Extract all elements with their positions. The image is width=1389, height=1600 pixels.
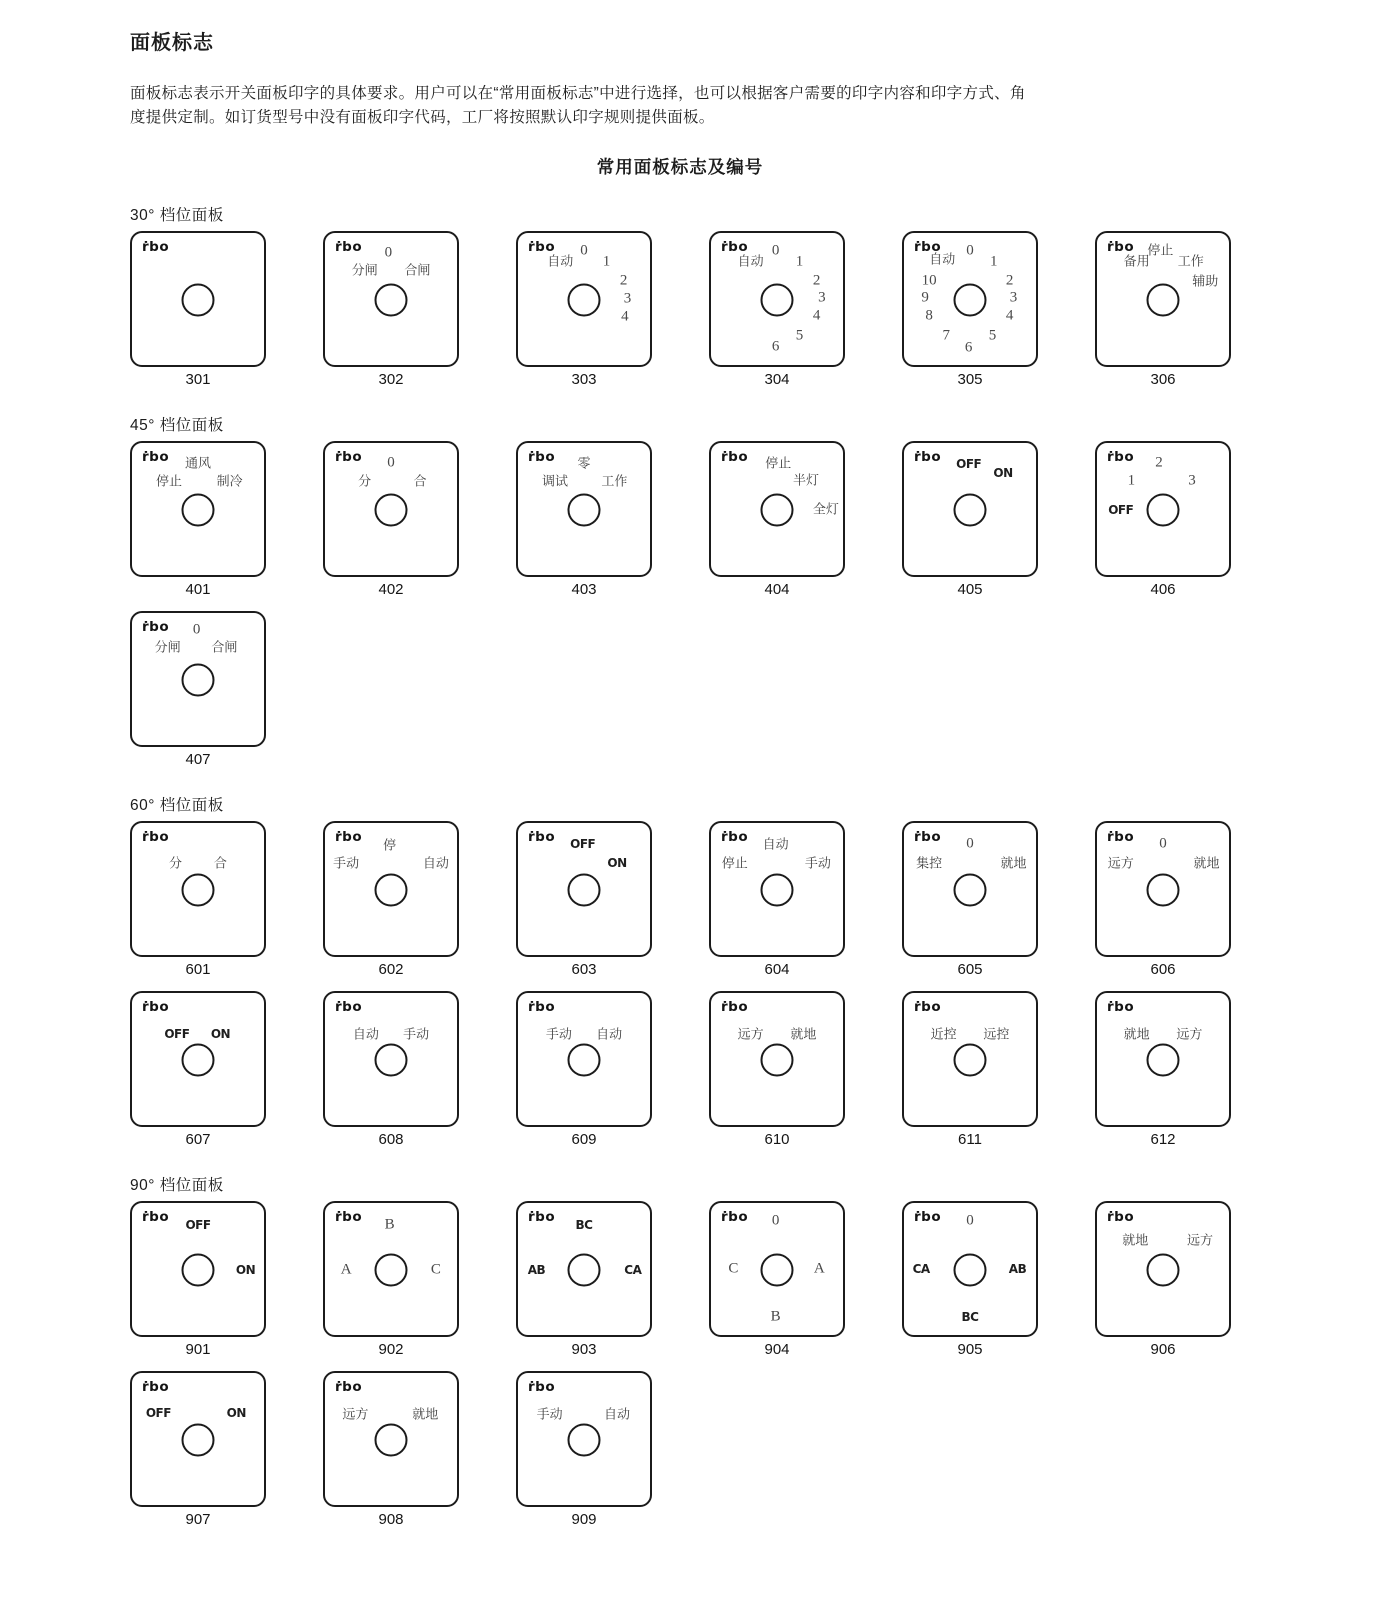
table-title: 常用面板标志及编号 bbox=[596, 157, 764, 177]
panel-position-label: 1 bbox=[795, 253, 804, 270]
panel-position-label: CA bbox=[912, 1262, 930, 1276]
knob-circle-icon bbox=[182, 494, 215, 527]
panel-position-label: 0 bbox=[966, 242, 974, 259]
panel-section bbox=[130, 1173, 1238, 1529]
panel-number: 902 bbox=[378, 1341, 404, 1358]
ribo-brand-logo: ṙbo bbox=[142, 239, 170, 255]
panel-card bbox=[1095, 991, 1231, 1127]
knob-circle-icon bbox=[375, 1254, 408, 1287]
panel-card bbox=[323, 1201, 459, 1337]
knob-circle-icon bbox=[954, 1254, 987, 1287]
panel-cell bbox=[902, 231, 1038, 389]
panel-number: 612 bbox=[1150, 1131, 1176, 1148]
panel-number: 402 bbox=[378, 581, 404, 598]
panel-position-label: 分 bbox=[358, 473, 372, 489]
panel-position-label: 就地 bbox=[1193, 855, 1220, 871]
panel-cell bbox=[709, 991, 845, 1149]
panel-cell bbox=[516, 231, 652, 389]
panel-position-label: AB bbox=[527, 1263, 546, 1278]
ribo-brand-logo: ṙbo bbox=[914, 1209, 942, 1225]
panel-cell bbox=[323, 1371, 459, 1529]
ribo-brand-logo: ṙbo bbox=[142, 449, 170, 465]
ribo-brand-logo: ṙbo bbox=[914, 999, 942, 1015]
panel-position-label: 4 bbox=[621, 308, 629, 325]
panel-number: 903 bbox=[571, 1341, 597, 1358]
knob-circle-icon bbox=[568, 494, 601, 527]
panel-position-label: ON bbox=[226, 1405, 246, 1420]
panel-position-label: 2 bbox=[619, 272, 628, 289]
panel-cell bbox=[323, 821, 459, 979]
panel-number: 608 bbox=[378, 1131, 404, 1148]
panel-card bbox=[709, 1201, 845, 1337]
panel-position-label: 分闸 bbox=[154, 639, 181, 655]
panel-position-label: 合闸 bbox=[404, 262, 431, 278]
panel-cell bbox=[902, 821, 1038, 979]
panel-position-label: 就地 bbox=[1122, 1232, 1149, 1248]
panel-position-label: 合闸 bbox=[211, 639, 238, 655]
panel-position-label: 6 bbox=[771, 338, 780, 355]
section-heading: 60° 档位面板 bbox=[130, 797, 224, 814]
panel-card bbox=[709, 991, 845, 1127]
knob-circle-icon bbox=[568, 874, 601, 907]
panel-position-label: 制冷 bbox=[216, 473, 243, 489]
panel-position-label: 辅助 bbox=[1192, 273, 1219, 289]
panel-number: 407 bbox=[185, 751, 211, 768]
panel-position-label: 3 bbox=[818, 289, 826, 306]
panel-position-label: BC bbox=[575, 1218, 593, 1233]
knob-circle-icon bbox=[375, 874, 408, 907]
panel-position-label: OFF bbox=[145, 1405, 171, 1420]
panel-position-label: 0 bbox=[1159, 835, 1167, 852]
panel-position-label: 就地 bbox=[1123, 1026, 1150, 1042]
ribo-brand-logo: ṙbo bbox=[721, 449, 749, 465]
panel-card bbox=[902, 1201, 1038, 1337]
panel-position-label: 手动 bbox=[545, 1026, 572, 1042]
panel-number: 904 bbox=[764, 1341, 790, 1358]
panel-card bbox=[516, 1201, 652, 1337]
panel-position-label: 分 bbox=[169, 855, 183, 871]
panel-position-label: 远方 bbox=[1186, 1232, 1213, 1248]
panel-card bbox=[323, 441, 459, 577]
knob-circle-icon bbox=[182, 1254, 215, 1287]
panel-position-label: B bbox=[384, 1216, 395, 1233]
panel-position-label: A bbox=[813, 1260, 825, 1277]
panel-number: 401 bbox=[185, 581, 211, 598]
knob-circle-icon bbox=[568, 1424, 601, 1457]
ribo-brand-logo: ṙbo bbox=[1107, 239, 1135, 255]
panel-position-label: 停止 bbox=[1147, 242, 1174, 258]
panel-position-label: 就地 bbox=[1000, 855, 1027, 871]
panel-position-label: 0 bbox=[387, 454, 395, 471]
panel-position-label: BC bbox=[961, 1309, 979, 1324]
panel-number: 302 bbox=[378, 371, 404, 388]
sections bbox=[130, 203, 1238, 1529]
panel-cell bbox=[323, 1201, 459, 1359]
panel-cell bbox=[130, 1201, 266, 1359]
panel-position-label: 2 bbox=[1155, 454, 1163, 471]
panel-card bbox=[902, 991, 1038, 1127]
panel-position-label: 全灯 bbox=[812, 501, 839, 517]
ribo-brand-logo: ṙbo bbox=[528, 1209, 556, 1225]
knob-circle-icon bbox=[375, 494, 408, 527]
panel-position-label: 备用 bbox=[1123, 253, 1150, 269]
panel-position-label: 就地 bbox=[790, 1026, 817, 1042]
panel-position-label: 1 bbox=[602, 253, 611, 270]
panel-cell bbox=[709, 441, 845, 599]
panel-cell bbox=[323, 441, 459, 599]
panel-card bbox=[516, 821, 652, 957]
panel-card bbox=[323, 821, 459, 957]
ribo-brand-logo: ṙbo bbox=[142, 999, 170, 1015]
knob-circle-icon bbox=[954, 1044, 987, 1077]
intro-line-2: 度提供定制。如订货型号中没有面板印字代码，工厂将按照默认印字规则提供面板。 bbox=[130, 109, 715, 126]
panel-position-label: A bbox=[340, 1261, 352, 1278]
panel-card bbox=[130, 821, 266, 957]
panel-number: 901 bbox=[185, 1341, 211, 1358]
panel-section bbox=[130, 413, 1238, 769]
panel-cell bbox=[709, 231, 845, 389]
panel-position-label: 自动 bbox=[422, 855, 449, 871]
panel-position-label: 自动 bbox=[762, 836, 789, 852]
panel-number: 306 bbox=[1150, 371, 1176, 388]
panel-cell bbox=[130, 231, 266, 389]
panel-card bbox=[902, 231, 1038, 367]
panel-card bbox=[902, 821, 1038, 957]
panel-section bbox=[130, 793, 1238, 1149]
panel-number: 403 bbox=[571, 581, 597, 598]
panel-position-label: 手动 bbox=[804, 855, 831, 871]
knob-circle-icon bbox=[1147, 1044, 1180, 1077]
knob-circle-icon bbox=[375, 284, 408, 317]
ribo-brand-logo: ṙbo bbox=[335, 1209, 363, 1225]
panel-position-label: ON bbox=[235, 1263, 256, 1278]
panel-number: 907 bbox=[185, 1511, 211, 1528]
panel-position-label: 远方 bbox=[1107, 855, 1134, 871]
panel-number: 607 bbox=[185, 1131, 211, 1148]
ribo-brand-logo: ṙbo bbox=[142, 829, 170, 845]
panel-position-label: CA bbox=[624, 1263, 642, 1278]
panel-position-label: OFF bbox=[570, 837, 596, 852]
panel-position-label: 分闸 bbox=[351, 262, 378, 278]
panel-number: 301 bbox=[185, 371, 211, 388]
page-title: 面板标志 bbox=[130, 32, 214, 54]
panel-position-label: ON bbox=[210, 1026, 231, 1041]
panel-number: 406 bbox=[1150, 581, 1176, 598]
panel-number: 905 bbox=[957, 1341, 983, 1358]
knob-circle-icon bbox=[182, 1424, 215, 1457]
panel-position-label: 停止 bbox=[765, 455, 792, 471]
panel-grid bbox=[130, 1201, 1238, 1529]
panel-number: 603 bbox=[571, 961, 597, 978]
panel-position-label: 远方 bbox=[342, 1406, 369, 1422]
panel-cell bbox=[902, 441, 1038, 599]
panel-position-label: 5 bbox=[795, 327, 804, 344]
panel-number: 404 bbox=[764, 581, 790, 598]
panel-cell bbox=[902, 1201, 1038, 1359]
panel-card bbox=[709, 441, 845, 577]
panel-card bbox=[130, 441, 266, 577]
panel-position-label: 手动 bbox=[333, 855, 360, 871]
knob-circle-icon bbox=[568, 1044, 601, 1077]
ribo-brand-logo: ṙbo bbox=[914, 449, 942, 465]
panel-position-label: 集控 bbox=[916, 855, 943, 871]
knob-circle-icon bbox=[375, 1424, 408, 1457]
panel-position-label: 10 bbox=[921, 272, 937, 289]
panel-cell bbox=[1095, 991, 1231, 1149]
panel-card bbox=[1095, 821, 1231, 957]
panel-position-label: 自动 bbox=[603, 1406, 631, 1422]
panel-position-label: 8 bbox=[925, 307, 933, 324]
panel-cell bbox=[1095, 1201, 1231, 1359]
panel-position-label: 通风 bbox=[184, 455, 212, 471]
panel-number: 303 bbox=[571, 371, 597, 388]
panel-position-label: 3 bbox=[1009, 289, 1018, 306]
panel-position-label: 0 bbox=[771, 1212, 780, 1229]
panel-position-label: 0 bbox=[192, 621, 201, 638]
ribo-brand-logo: ṙbo bbox=[721, 829, 749, 845]
knob-circle-icon bbox=[761, 494, 794, 527]
panel-number: 405 bbox=[957, 581, 983, 598]
knob-circle-icon bbox=[954, 874, 987, 907]
panel-card bbox=[1095, 441, 1231, 577]
panel-position-label: OFF bbox=[164, 1026, 190, 1041]
ribo-brand-logo: ṙbo bbox=[142, 619, 170, 635]
panel-card bbox=[709, 231, 845, 367]
knob-circle-icon bbox=[568, 1254, 601, 1287]
panel-position-label: 6 bbox=[964, 339, 973, 356]
panel-position-label: 自动 bbox=[737, 253, 764, 269]
panel-number: 610 bbox=[764, 1131, 790, 1148]
panel-number: 909 bbox=[571, 1511, 597, 1528]
ribo-brand-logo: ṙbo bbox=[335, 239, 363, 255]
knob-circle-icon bbox=[1147, 494, 1180, 527]
knob-circle-icon bbox=[954, 284, 987, 317]
ribo-brand-logo: ṙbo bbox=[1107, 1209, 1135, 1225]
ribo-brand-logo: ṙbo bbox=[335, 1379, 363, 1395]
panel-position-label: OFF bbox=[956, 457, 982, 472]
panel-position-label: 停止 bbox=[155, 473, 182, 489]
panel-number: 305 bbox=[957, 371, 983, 388]
ribo-brand-logo: ṙbo bbox=[142, 1379, 170, 1395]
panel-position-label: ON bbox=[993, 466, 1013, 481]
panel-position-label: 自动 bbox=[929, 251, 956, 267]
ribo-brand-logo: ṙbo bbox=[335, 829, 363, 845]
panel-cell bbox=[130, 821, 266, 979]
panel-cell bbox=[130, 1371, 266, 1529]
ribo-brand-logo: ṙbo bbox=[335, 449, 363, 465]
panel-position-label: ON bbox=[607, 855, 627, 870]
panel-position-label: 0 bbox=[580, 242, 588, 259]
knob-circle-icon bbox=[1147, 874, 1180, 907]
panel-position-label: 1 bbox=[990, 253, 998, 270]
panel-position-label: OFF bbox=[1108, 503, 1134, 518]
panel-grid bbox=[130, 231, 1238, 389]
panel-cell bbox=[516, 1201, 652, 1359]
panel-position-label: C bbox=[430, 1261, 441, 1278]
panel-card bbox=[323, 231, 459, 367]
intro-line-1: 面板标志表示开关面板印字的具体要求。用户可以在“常用面板标志”中进行选择，也可以根据客户需要的印字内容和印字方式、角 bbox=[130, 85, 1026, 102]
panel-cell bbox=[1095, 231, 1231, 389]
knob-circle-icon bbox=[182, 874, 215, 907]
knob-circle-icon bbox=[568, 284, 601, 317]
panel-cell bbox=[516, 991, 652, 1149]
knob-circle-icon bbox=[375, 1044, 408, 1077]
panel-position-label: 合 bbox=[413, 473, 427, 489]
panel-grid bbox=[130, 441, 1238, 769]
panel-cell bbox=[1095, 441, 1231, 599]
knob-circle-icon bbox=[761, 284, 794, 317]
panel-cell bbox=[323, 991, 459, 1149]
knob-circle-icon bbox=[761, 1044, 794, 1077]
panel-position-label: 0 bbox=[384, 244, 393, 261]
ribo-brand-logo: ṙbo bbox=[914, 239, 942, 255]
panel-position-label: OFF bbox=[185, 1218, 211, 1233]
panel-position-label: 停 bbox=[383, 837, 397, 853]
panel-position-label: 2 bbox=[812, 272, 821, 289]
panel-position-label: 手动 bbox=[536, 1406, 563, 1422]
panel-number: 601 bbox=[185, 961, 211, 978]
panel-position-label: B bbox=[770, 1308, 781, 1325]
knob-circle-icon bbox=[954, 494, 987, 527]
panel-position-label: 9 bbox=[921, 289, 929, 306]
panel-card bbox=[709, 821, 845, 957]
ribo-brand-logo: ṙbo bbox=[1107, 829, 1135, 845]
panel-card bbox=[130, 231, 266, 367]
panel-section bbox=[130, 203, 1238, 389]
knob-circle-icon bbox=[182, 1044, 215, 1077]
panel-position-label: 7 bbox=[942, 327, 950, 344]
ribo-brand-logo: ṙbo bbox=[914, 829, 942, 845]
panel-position-label: 工作 bbox=[1177, 253, 1204, 269]
panel-position-label: 自动 bbox=[596, 1026, 623, 1042]
panel-cell bbox=[130, 611, 266, 769]
panel-position-label: 停止 bbox=[721, 855, 748, 871]
panel-position-label: 4 bbox=[1005, 307, 1014, 324]
panel-position-label: 近控 bbox=[930, 1026, 957, 1042]
panel-position-label: 1 bbox=[1127, 472, 1136, 489]
ribo-brand-logo: ṙbo bbox=[721, 1209, 749, 1225]
knob-circle-icon bbox=[182, 664, 215, 697]
panel-position-label: 半灯 bbox=[793, 472, 820, 488]
panel-card bbox=[516, 1371, 652, 1507]
panel-position-label: 0 bbox=[771, 242, 780, 259]
panel-position-label: 工作 bbox=[601, 473, 628, 489]
ribo-brand-logo: ṙbo bbox=[142, 1209, 170, 1225]
panel-number: 605 bbox=[957, 961, 983, 978]
panel-number: 606 bbox=[1150, 961, 1176, 978]
panel-cell bbox=[516, 441, 652, 599]
section-heading: 30° 档位面板 bbox=[130, 207, 224, 224]
panel-position-label: AB bbox=[1008, 1262, 1027, 1276]
panel-card bbox=[516, 231, 652, 367]
panel-position-label: 合 bbox=[213, 855, 227, 871]
panel-grid bbox=[130, 821, 1238, 1149]
panel-number: 604 bbox=[764, 961, 790, 978]
panel-position-label: 3 bbox=[1188, 472, 1196, 489]
ribo-brand-logo: ṙbo bbox=[721, 999, 749, 1015]
panel-number: 908 bbox=[378, 1511, 404, 1528]
panel-card bbox=[130, 991, 266, 1127]
ribo-brand-logo: ṙbo bbox=[1107, 999, 1135, 1015]
knob-circle-icon bbox=[761, 1254, 794, 1287]
knob-circle-icon bbox=[1147, 1254, 1180, 1287]
panel-cell bbox=[516, 1371, 652, 1529]
panel-cell bbox=[323, 231, 459, 389]
panel-card bbox=[516, 441, 652, 577]
knob-circle-icon bbox=[761, 874, 794, 907]
panel-number: 304 bbox=[764, 371, 790, 388]
panel-position-label: 零 bbox=[577, 455, 591, 471]
panel-number: 609 bbox=[571, 1131, 597, 1148]
panel-cell bbox=[516, 821, 652, 979]
panel-position-label: 5 bbox=[988, 327, 997, 344]
panel-position-label: 远方 bbox=[1176, 1026, 1203, 1042]
panel-number: 602 bbox=[378, 961, 404, 978]
panel-number: 906 bbox=[1150, 1341, 1176, 1358]
ribo-brand-logo: ṙbo bbox=[335, 999, 363, 1015]
panel-card bbox=[902, 441, 1038, 577]
panel-card bbox=[323, 1371, 459, 1507]
panel-position-label: 自动 bbox=[547, 253, 574, 269]
panel-cell bbox=[1095, 821, 1231, 979]
panel-position-label: 就地 bbox=[412, 1406, 439, 1422]
panel-card bbox=[516, 991, 652, 1127]
panel-card bbox=[130, 611, 266, 747]
panel-cell bbox=[130, 991, 266, 1149]
panel-position-label: 调试 bbox=[541, 473, 568, 489]
panel-number: 611 bbox=[958, 1131, 982, 1148]
panel-card bbox=[1095, 1201, 1231, 1337]
ribo-brand-logo: ṙbo bbox=[528, 1379, 556, 1395]
panel-position-label: 0 bbox=[966, 1212, 974, 1229]
panel-position-label: 自动 bbox=[352, 1026, 379, 1042]
panel-cell bbox=[130, 441, 266, 599]
panel-position-label: 4 bbox=[812, 307, 821, 324]
ribo-brand-logo: ṙbo bbox=[721, 239, 749, 255]
ribo-brand-logo: ṙbo bbox=[528, 999, 556, 1015]
panel-position-label: C bbox=[728, 1260, 739, 1277]
knob-circle-icon bbox=[1147, 284, 1180, 317]
panel-position-label: 手动 bbox=[403, 1026, 430, 1042]
intro-paragraph bbox=[130, 82, 1238, 130]
panel-card bbox=[130, 1201, 266, 1337]
panel-position-label: 远方 bbox=[737, 1026, 764, 1042]
ribo-brand-logo: ṙbo bbox=[528, 829, 556, 845]
panel-position-label: 3 bbox=[623, 290, 632, 307]
panel-cell bbox=[902, 991, 1038, 1149]
panel-position-label: 远控 bbox=[983, 1026, 1010, 1042]
ribo-brand-logo: ṙbo bbox=[528, 239, 556, 255]
panel-card bbox=[323, 991, 459, 1127]
panel-card bbox=[1095, 231, 1231, 367]
panel-position-label: 0 bbox=[966, 835, 974, 852]
panel-cell bbox=[709, 821, 845, 979]
ribo-brand-logo: ṙbo bbox=[528, 449, 556, 465]
knob-circle-icon bbox=[182, 284, 215, 317]
ribo-brand-logo: ṙbo bbox=[1107, 449, 1135, 465]
panel-cell bbox=[709, 1201, 845, 1359]
panel-card bbox=[130, 1371, 266, 1507]
section-heading: 90° 档位面板 bbox=[130, 1177, 224, 1194]
panel-position-label: 2 bbox=[1005, 272, 1014, 289]
section-heading: 45° 档位面板 bbox=[130, 417, 224, 434]
